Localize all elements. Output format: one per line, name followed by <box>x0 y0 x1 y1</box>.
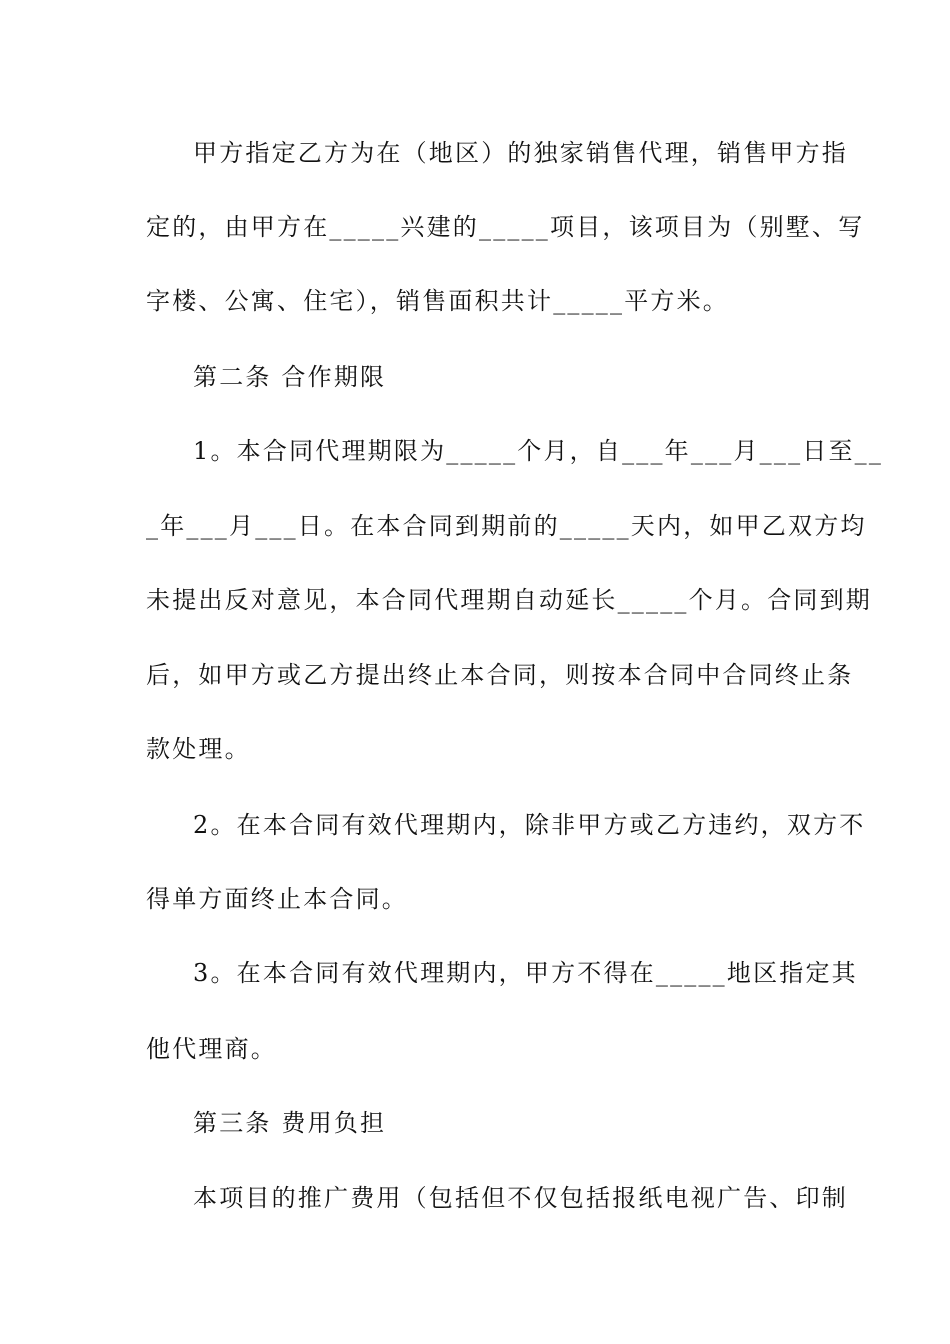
paragraph-line: 甲方指定乙方为在（地区）的独家销售代理，销售甲方指 <box>193 139 848 167</box>
paragraph-line: 本项目的推广费用（包括但不仅包括报纸电视广告、印制 <box>193 1184 848 1212</box>
paragraph-line: 得单方面终止本合同。 <box>146 885 408 913</box>
paragraph-line: 字楼、公寓、住宅），销售面积共计_____平方米。 <box>146 287 729 315</box>
paragraph-line: 未提出反对意见，本合同代理期自动延长_____个月。合同到期 <box>146 586 872 614</box>
paragraph-line: _年___月___日。在本合同到期前的_____天内，如甲乙双方均 <box>146 512 867 540</box>
section-heading: 第二条 合作期限 <box>193 363 387 391</box>
paragraph-line: 2。在本合同有效代理期内，除非甲方或乙方违约，双方不 <box>193 811 866 839</box>
section-heading: 第三条 费用负担 <box>193 1109 387 1137</box>
paragraph-line: 后，如甲方或乙方提出终止本合同，则按本合同中合同终止条 <box>146 661 854 689</box>
paragraph-line: 1。本合同代理期限为_____个月，自___年___月___日至__ <box>193 437 884 465</box>
paragraph-line: 款处理。 <box>146 735 251 763</box>
paragraph-line: 3。在本合同有效代理期内，甲方不得在_____地区指定其 <box>193 959 858 987</box>
paragraph-line: 他代理商。 <box>146 1035 277 1063</box>
paragraph-line: 定的，由甲方在_____兴建的_____项目，该项目为（别墅、写 <box>146 213 865 241</box>
